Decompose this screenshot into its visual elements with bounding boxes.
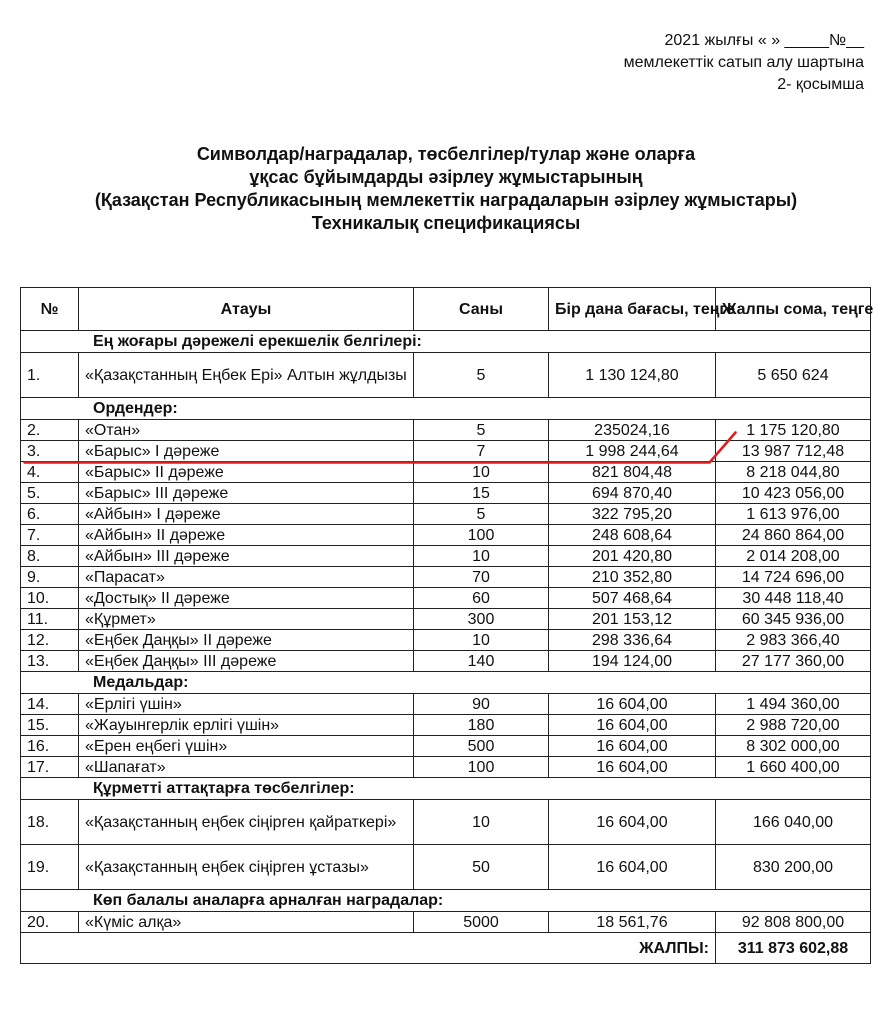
cell-unit-price: 248 608,64 xyxy=(549,525,716,546)
cell-qty: 5000 xyxy=(414,912,549,933)
cell-qty: 100 xyxy=(414,757,549,778)
table-row xyxy=(21,609,871,630)
cell-unit-price: 1 130 124,80 xyxy=(549,353,716,398)
cell-total: 92 808 800,00 xyxy=(716,912,871,933)
title-line-1: Символдар/наградалар, төсбелгілер/тулар және оларға xyxy=(196,144,696,164)
cell-qty: 10 xyxy=(414,800,549,845)
cell-qty: 10 xyxy=(414,546,549,567)
section-title: Құрметті аттақтарға төсбелгілер: xyxy=(21,778,871,800)
cell-total: 2 014 208,00 xyxy=(716,546,871,567)
header-no: № xyxy=(21,288,79,331)
cell-unit-price: 201 420,80 xyxy=(549,546,716,567)
cell-name: «Құрмет» xyxy=(79,609,414,630)
cell-no: 14. xyxy=(21,694,79,715)
cell-name: «Айбын» III дәреже xyxy=(79,546,414,567)
section-row xyxy=(21,778,871,800)
cell-total: 2 983 366,40 xyxy=(716,630,871,651)
cell-name: «Жауынгерлік ерлігі үшін» xyxy=(79,715,414,736)
section-row xyxy=(21,331,871,353)
cell-unit-price: 694 870,40 xyxy=(549,483,716,504)
cell-unit-price: 16 604,00 xyxy=(549,736,716,757)
cell-name: «Барыс» III дәреже xyxy=(79,483,414,504)
cell-no: 1. xyxy=(21,353,79,398)
cell-name: «Ерлігі үшін» xyxy=(79,694,414,715)
cell-name: «Қазақстанның Еңбек Ері» Алтын жұлдызы xyxy=(79,353,414,398)
cell-no: 2. xyxy=(21,420,79,441)
section-row xyxy=(21,672,871,694)
section-title: Көп балалы аналарға арналған наградалар: xyxy=(21,890,871,912)
cell-qty: 60 xyxy=(414,588,549,609)
cell-qty: 5 xyxy=(414,504,549,525)
cell-total: 166 040,00 xyxy=(716,800,871,845)
table-row xyxy=(21,736,871,757)
cell-name: «Айбын» I дәреже xyxy=(79,504,414,525)
section-title: Ең жоғары дәрежелі ерекшелік белгілері: xyxy=(21,331,871,353)
cell-name: «Достық» II дәреже xyxy=(79,588,414,609)
section-row xyxy=(21,398,871,420)
header-unit-price: Бір дана бағасы, теңге xyxy=(549,288,716,331)
section-title: Ордендер: xyxy=(21,398,871,420)
section-title: Медальдар: xyxy=(21,672,871,694)
cell-name: «Айбын» II дәреже xyxy=(79,525,414,546)
table-row xyxy=(21,715,871,736)
cell-no: 13. xyxy=(21,651,79,672)
cell-unit-price: 16 604,00 xyxy=(549,715,716,736)
cell-qty: 5 xyxy=(414,353,549,398)
cell-no: 16. xyxy=(21,736,79,757)
cell-no: 5. xyxy=(21,483,79,504)
table-row xyxy=(21,694,871,715)
cell-name: «Қазақстанның еңбек сіңірген ұстазы» xyxy=(79,845,414,890)
cell-total: 8 302 000,00 xyxy=(716,736,871,757)
cell-qty: 5 xyxy=(414,420,549,441)
table-row xyxy=(21,483,871,504)
cell-unit-price: 16 604,00 xyxy=(549,757,716,778)
cell-unit-price: 16 604,00 xyxy=(549,845,716,890)
cell-qty: 500 xyxy=(414,736,549,757)
table-row xyxy=(21,912,871,933)
cell-name: «Парасат» xyxy=(79,567,414,588)
cell-qty: 7 xyxy=(414,441,549,462)
cell-name: «Отан» xyxy=(79,420,414,441)
table-row xyxy=(21,441,871,462)
cell-total: 60 345 936,00 xyxy=(716,609,871,630)
table-row xyxy=(21,353,871,398)
table-body xyxy=(21,331,871,964)
cell-total: 27 177 360,00 xyxy=(716,651,871,672)
cell-qty: 180 xyxy=(414,715,549,736)
specification-table xyxy=(20,287,871,964)
cell-no: 12. xyxy=(21,630,79,651)
table-row xyxy=(21,757,871,778)
cell-qty: 70 xyxy=(414,567,549,588)
cell-no: 7. xyxy=(21,525,79,546)
cell-unit-price: 210 352,80 xyxy=(549,567,716,588)
cell-no: 10. xyxy=(21,588,79,609)
cell-unit-price: 16 604,00 xyxy=(549,800,716,845)
cell-qty: 10 xyxy=(414,462,549,483)
cell-unit-price: 201 153,12 xyxy=(549,609,716,630)
table-row xyxy=(21,504,871,525)
cell-qty: 100 xyxy=(414,525,549,546)
cell-total: 30 448 118,40 xyxy=(716,588,871,609)
cell-name: «Қазақстанның еңбек сіңірген қайраткері» xyxy=(79,800,414,845)
header-total: Жалпы сома, теңге xyxy=(716,288,871,331)
cell-no: 19. xyxy=(21,845,79,890)
cell-unit-price: 322 795,20 xyxy=(549,504,716,525)
table-row xyxy=(21,525,871,546)
cell-qty: 50 xyxy=(414,845,549,890)
cell-name: «Барыс» II дәреже xyxy=(79,462,414,483)
cell-no: 9. xyxy=(21,567,79,588)
table-row xyxy=(21,567,871,588)
cell-no: 6. xyxy=(21,504,79,525)
header-note xyxy=(624,30,864,96)
table-row xyxy=(21,420,871,441)
cell-qty: 15 xyxy=(414,483,549,504)
cell-qty: 300 xyxy=(414,609,549,630)
cell-unit-price: 194 124,00 xyxy=(549,651,716,672)
total-row xyxy=(21,933,871,964)
document-title xyxy=(20,143,872,235)
cell-total: 14 724 696,00 xyxy=(716,567,871,588)
title-line-4: Техникалық спецификациясы xyxy=(311,213,581,233)
cell-no: 20. xyxy=(21,912,79,933)
header-note-line-3: 2- қосымша xyxy=(777,76,864,93)
cell-qty: 90 xyxy=(414,694,549,715)
section-row xyxy=(21,890,871,912)
cell-qty: 140 xyxy=(414,651,549,672)
table-row xyxy=(21,462,871,483)
cell-total: 24 860 864,00 xyxy=(716,525,871,546)
cell-total: 5 650 624 xyxy=(716,353,871,398)
cell-name: «Шапағат» xyxy=(79,757,414,778)
cell-unit-price: 16 604,00 xyxy=(549,694,716,715)
total-label: ЖАЛПЫ: xyxy=(21,933,716,964)
table-row xyxy=(21,630,871,651)
cell-total: 10 423 056,00 xyxy=(716,483,871,504)
cell-total: 2 988 720,00 xyxy=(716,715,871,736)
cell-no: 17. xyxy=(21,757,79,778)
cell-no: 18. xyxy=(21,800,79,845)
cell-unit-price: 507 468,64 xyxy=(549,588,716,609)
cell-unit-price: 298 336,64 xyxy=(549,630,716,651)
cell-total: 830 200,00 xyxy=(716,845,871,890)
cell-total: 1 660 400,00 xyxy=(716,757,871,778)
cell-unit-price: 235024,16 xyxy=(549,420,716,441)
cell-total: 1 175 120,80 xyxy=(716,420,871,441)
cell-name: «Барыс» I дәреже xyxy=(79,441,414,462)
table-row xyxy=(21,546,871,567)
cell-name: «Еңбек Даңқы» III дәреже xyxy=(79,651,414,672)
header-note-line-2: мемлекеттік сатып алу шартына xyxy=(623,54,864,71)
cell-no: 4. xyxy=(21,462,79,483)
cell-total: 1 613 976,00 xyxy=(716,504,871,525)
cell-total: 13 987 712,48 xyxy=(716,441,871,462)
table-row xyxy=(21,845,871,890)
header-qty: Саны xyxy=(414,288,549,331)
cell-unit-price: 821 804,48 xyxy=(549,462,716,483)
table-row xyxy=(21,800,871,845)
cell-name: «Күміс алқа» xyxy=(79,912,414,933)
header-name: Атауы xyxy=(79,288,414,331)
cell-total: 1 494 360,00 xyxy=(716,694,871,715)
cell-qty: 10 xyxy=(414,630,549,651)
total-value: 311 873 602,88 xyxy=(716,933,871,964)
cell-name: «Еңбек Даңқы» II дәреже xyxy=(79,630,414,651)
table-row xyxy=(21,651,871,672)
cell-no: 3. xyxy=(21,441,79,462)
title-line-2: ұқсас бұйымдарды әзірлеу жұмыстарының xyxy=(249,167,643,187)
cell-total: 8 218 044,80 xyxy=(716,462,871,483)
table-header-row xyxy=(21,288,871,331)
title-line-3: (Қазақстан Республикасының мемлекеттік наградаларын әзірлеу жұмыстары) xyxy=(94,190,798,210)
cell-no: 11. xyxy=(21,609,79,630)
cell-unit-price: 1 998 244,64 xyxy=(549,441,716,462)
table-row xyxy=(21,588,871,609)
cell-no: 15. xyxy=(21,715,79,736)
cell-unit-price: 18 561,76 xyxy=(549,912,716,933)
cell-name: «Ерен еңбегі үшін» xyxy=(79,736,414,757)
header-note-line-1: 2021 жылғы « » _____№__ xyxy=(664,32,864,49)
cell-no: 8. xyxy=(21,546,79,567)
